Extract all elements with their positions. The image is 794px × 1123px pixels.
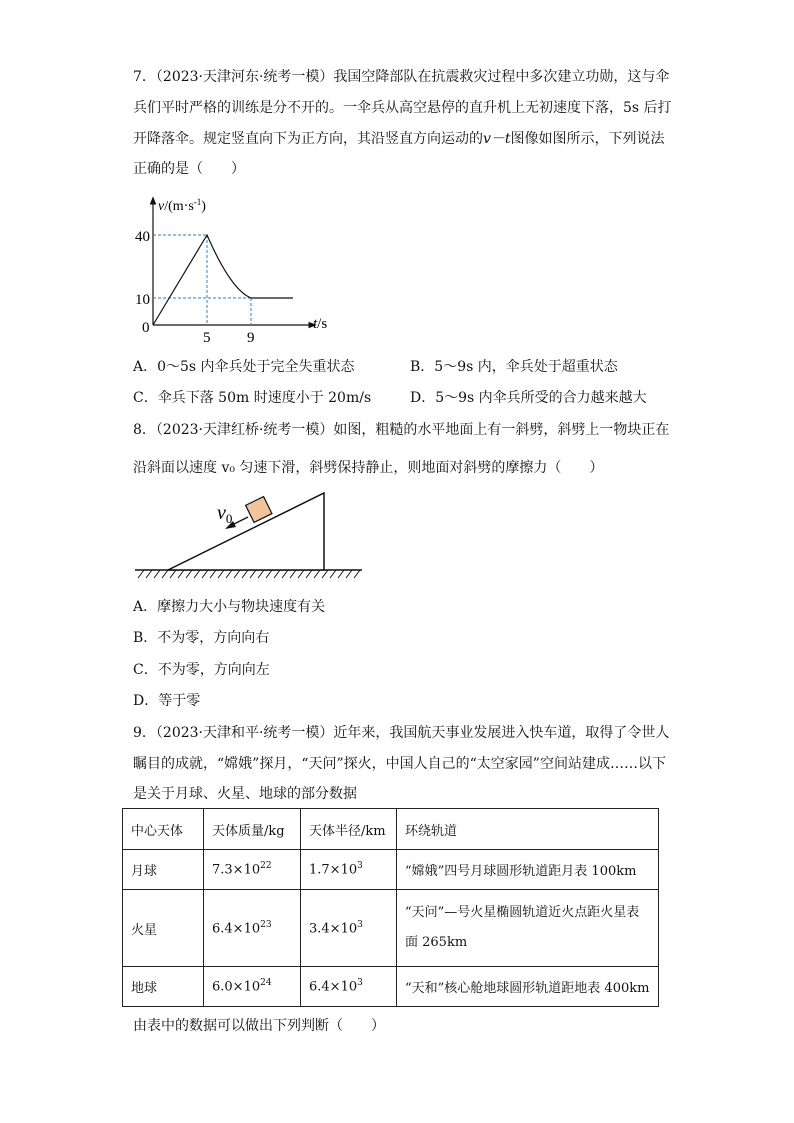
vt-graph: [135, 190, 335, 350]
cell-body: 月球: [123, 850, 204, 890]
q7-line-3a: 开降落伞。规定竖直向下为正方向，其沿竖直方向运动的: [133, 131, 483, 147]
cell-radius: $3.4\times 10^3$: [301, 890, 397, 967]
col-header-orbit: 环绕轨道: [397, 809, 659, 850]
q9-line-3: 是关于月球、火星、地球的部分数据: [133, 786, 357, 802]
q7-line-1: 7．（2023·天津河东·统考一模）我国空降部队在抗震救灾过程中多次建立功勋，这与伞: [133, 69, 670, 85]
incline-figure: [130, 488, 370, 580]
velocity-curve: [153, 235, 293, 325]
q8-option-c: C．不为零，方向向左: [133, 662, 270, 678]
cell-mass: $6.0\times 10^{24}$: [204, 967, 301, 1007]
q8-line-2: 沿斜面以速度 v₀ 匀速下滑，斜劈保持静止，则地面对斜劈的摩擦力（ ）: [133, 460, 604, 476]
v0-label: $v_0$: [217, 502, 233, 526]
cell-body: 地球: [123, 967, 204, 1007]
tick-10: 10: [135, 292, 150, 308]
col-header-mass: 天体质量/kg: [204, 809, 301, 850]
block: [246, 497, 272, 523]
cell-body: 火星: [123, 890, 204, 967]
q7-line-4: 正确的是（ ）: [133, 161, 245, 177]
y-axis-label: $v/(m\cdot s^{-1})$: [158, 197, 206, 214]
cell-radius: $6.4\times 10^3$: [301, 967, 397, 1007]
table-row: [123, 850, 659, 890]
table-row: [123, 967, 659, 1007]
q7-line-3b: 图像如图所示，下列说法: [510, 131, 665, 147]
q7-line-2: 兵们平时严格的训练是分不开的。一伞兵从高空悬停的直升机上无初速度下落，5s 后打: [133, 100, 672, 116]
q8-option-a: A．摩擦力大小与物块速度有关: [133, 599, 326, 615]
cell-mass: $6.4\times 10^{23}$: [204, 890, 301, 967]
cell-orbit: “天问”—号火星椭圆轨道近火点距火星表面 265km: [397, 890, 659, 967]
q8-option-d: D．等于零: [133, 693, 201, 709]
cell-radius: $1.7\times 10^3$: [301, 850, 397, 890]
cell-orbit: “天和”核心舱地球圆形轨道距地表 400km: [397, 967, 659, 1007]
cell-orbit: “嫦娥”四号月球圆形轨道距月表 100km: [397, 850, 659, 890]
q8-line-1: 8．（2023·天津红桥·统考一模）如图，粗糙的水平地面上有一斜劈，斜劈上一物块正在: [133, 422, 670, 438]
celestial-data-table: [122, 808, 659, 1007]
vt-symbol: v－t: [483, 131, 511, 147]
table-header-row: [123, 809, 659, 850]
q7-option-c: C．伞兵下落 50m 时速度小于 20m/s: [133, 390, 372, 406]
q7-line-3: [133, 129, 665, 149]
q8-option-b: B．不为零，方向向右: [133, 630, 270, 646]
q9-footer: 由表中的数据可以做出下列判断（ ）: [133, 1018, 385, 1034]
ground-hatch: [138, 570, 360, 578]
tick-9: 9: [247, 330, 255, 346]
col-header-radius: 天体半径/km: [301, 809, 397, 850]
tick-5: 5: [203, 330, 211, 346]
q9-line-1: 9．（2023·天津和平·统考一模）近年来，我国航天事业发展进入快车道，取得了令世人: [133, 725, 670, 741]
q7-option-b: B．5～9s 内，伞兵处于超重状态: [410, 359, 618, 375]
table-row: [123, 890, 659, 967]
cell-mass: $7.3\times 10^{22}$: [204, 850, 301, 890]
x-axis-label: t/s: [313, 316, 328, 332]
origin-label: 0: [142, 320, 150, 336]
col-header-body: 中心天体: [123, 809, 204, 850]
q9-line-2: 瞩目的成就，“嫦娥”探月，“天问”探火，中国人自己的“太空家园”空间站建成……以下: [133, 756, 666, 772]
q7-option-a: A．0～5s 内伞兵处于完全失重状态: [133, 359, 355, 375]
tick-40: 40: [135, 229, 150, 245]
q7-option-d: D．5～9s 内伞兵所受的合力越来越大: [410, 390, 647, 406]
